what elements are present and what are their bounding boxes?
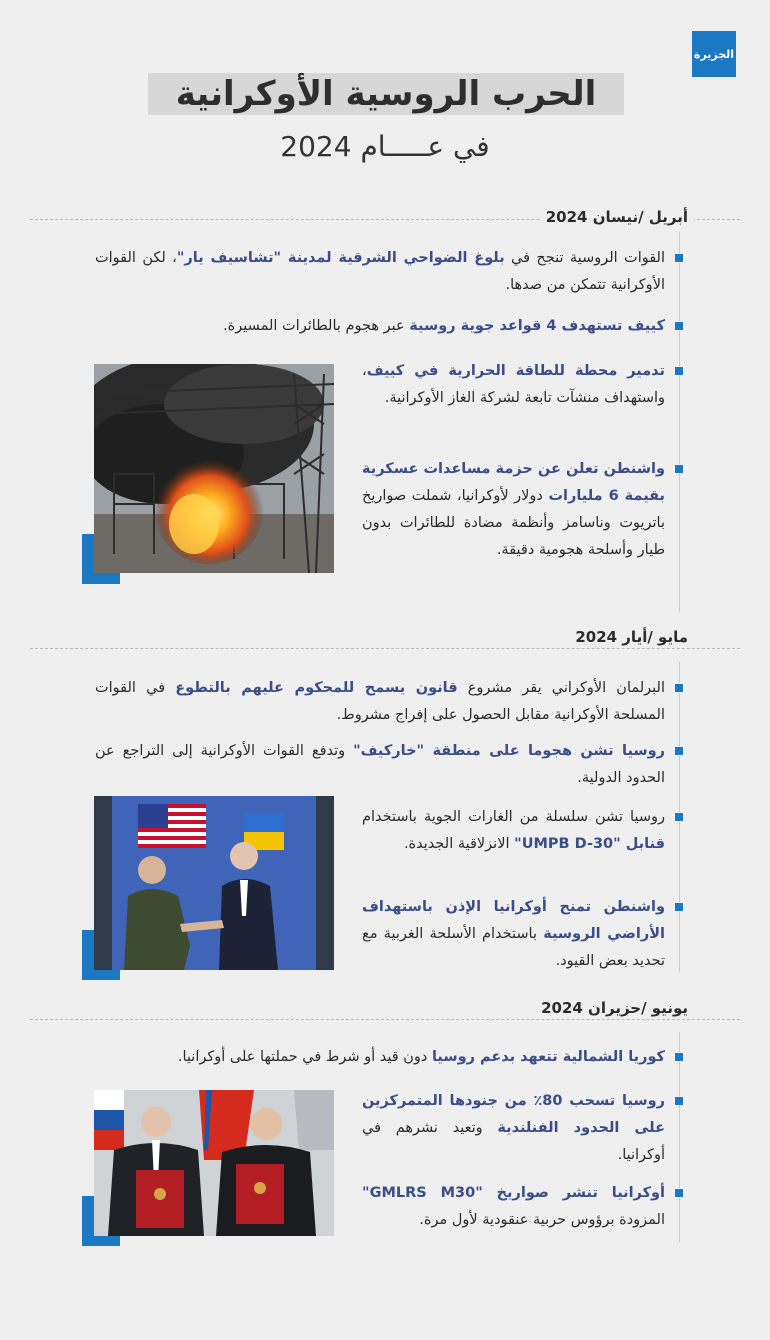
aljazeera-logo: [692, 31, 736, 77]
section-heading-june: يونيو /حزيران 2024: [535, 999, 694, 1017]
timeline-item: روسيا تسحب 80٪ من جنودها المتمركزين على الحدود الفنلندية وتعيد نشرهم في أوكرانيا.: [362, 1093, 665, 1163]
timeline-item: كوريا الشمالية تتعهد بدعم روسيا دون قيد أو شرط في حملتها على أوكرانيا.: [177, 1049, 665, 1065]
page-title: الحرب الروسية الأوكرانية: [175, 74, 597, 114]
timeline-item: كييف تستهدف 4 قواعد جوية روسية عبر هجوم بالطائرات المسيرة.: [223, 318, 665, 334]
timeline-item: البرلمان الأوكراني يقر مشروع قانون يسمح للمحكوم عليهم بالتطوع في القوات المسلحة الأوكرانية مقابل الحصول على إفراج مشروط.: [95, 680, 665, 723]
handshake-photo: [94, 796, 334, 970]
section-heading-may: مايو /أيار 2024: [569, 628, 694, 646]
timeline-bullet: [674, 253, 684, 263]
timeline-item: روسيا تشن هجوما على منطقة "خاركيف" وتدفع القوات الأوكرانية إلى التراجع عن الحدود الدولية.: [95, 743, 665, 786]
timeline-bullet: [674, 1096, 684, 1106]
page-subtitle: في عـــــام 2024: [280, 130, 490, 163]
timeline-bullet: [674, 683, 684, 693]
timeline-bullet: [674, 1052, 684, 1062]
timeline-bullet: [674, 902, 684, 912]
timeline-bullet: [674, 812, 684, 822]
timeline-item: القوات الروسية تنجح في بلوغ الضواحي الشرقية لمدينة "تشاسيف يار"، لكن القوات الأوكرانية تتمكن من صدها.: [95, 250, 665, 293]
section-divider: [30, 1019, 740, 1020]
timeline-item: روسيا تشن سلسلة من الغارات الجوية باستخدام قنابل "UMPB D-30" الانزلاقية الجديدة.: [362, 809, 665, 852]
power-plant-fire-photo: [94, 364, 334, 573]
logo-text: الجزيرة: [693, 47, 735, 61]
timeline-bullet: [674, 746, 684, 756]
timeline-bullet: [674, 366, 684, 376]
timeline-bullet: [674, 321, 684, 331]
timeline-item: أوكرانيا تنشر صواريخ "GMLRS M30" المزودة برؤوس حربية عنقودية لأول مرة.: [362, 1185, 665, 1228]
timeline-line: [679, 232, 680, 612]
timeline-item: واشنطن تمنح أوكرانيا الإذن باستهداف الأراضي الروسية باستخدام الأسلحة الغربية مع تحديد بعض القيود.: [362, 899, 665, 969]
timeline-line: [679, 1032, 680, 1242]
timeline-item: تدمير محطة للطاقة الحرارية في كييف، واستهداف منشآت تابعة لشركة الغاز الأوكرانية.: [362, 363, 665, 406]
section-divider: [30, 648, 740, 649]
timeline-bullet: [674, 1188, 684, 1198]
timeline-bullet: [674, 464, 684, 474]
timeline-item: واشنطن تعلن عن حزمة مساعدات عسكرية بقيمة 6 مليارات دولار لأوكرانيا، شملت صواريخ باتريوت وناسامز وأنظمة مضادة للطائرات بدون طيار وأسلحة هجومية دقيقة.: [362, 461, 665, 558]
signing-ceremony-photo: [94, 1090, 334, 1236]
section-heading-april: أبريل /نيسان 2024: [540, 208, 694, 226]
